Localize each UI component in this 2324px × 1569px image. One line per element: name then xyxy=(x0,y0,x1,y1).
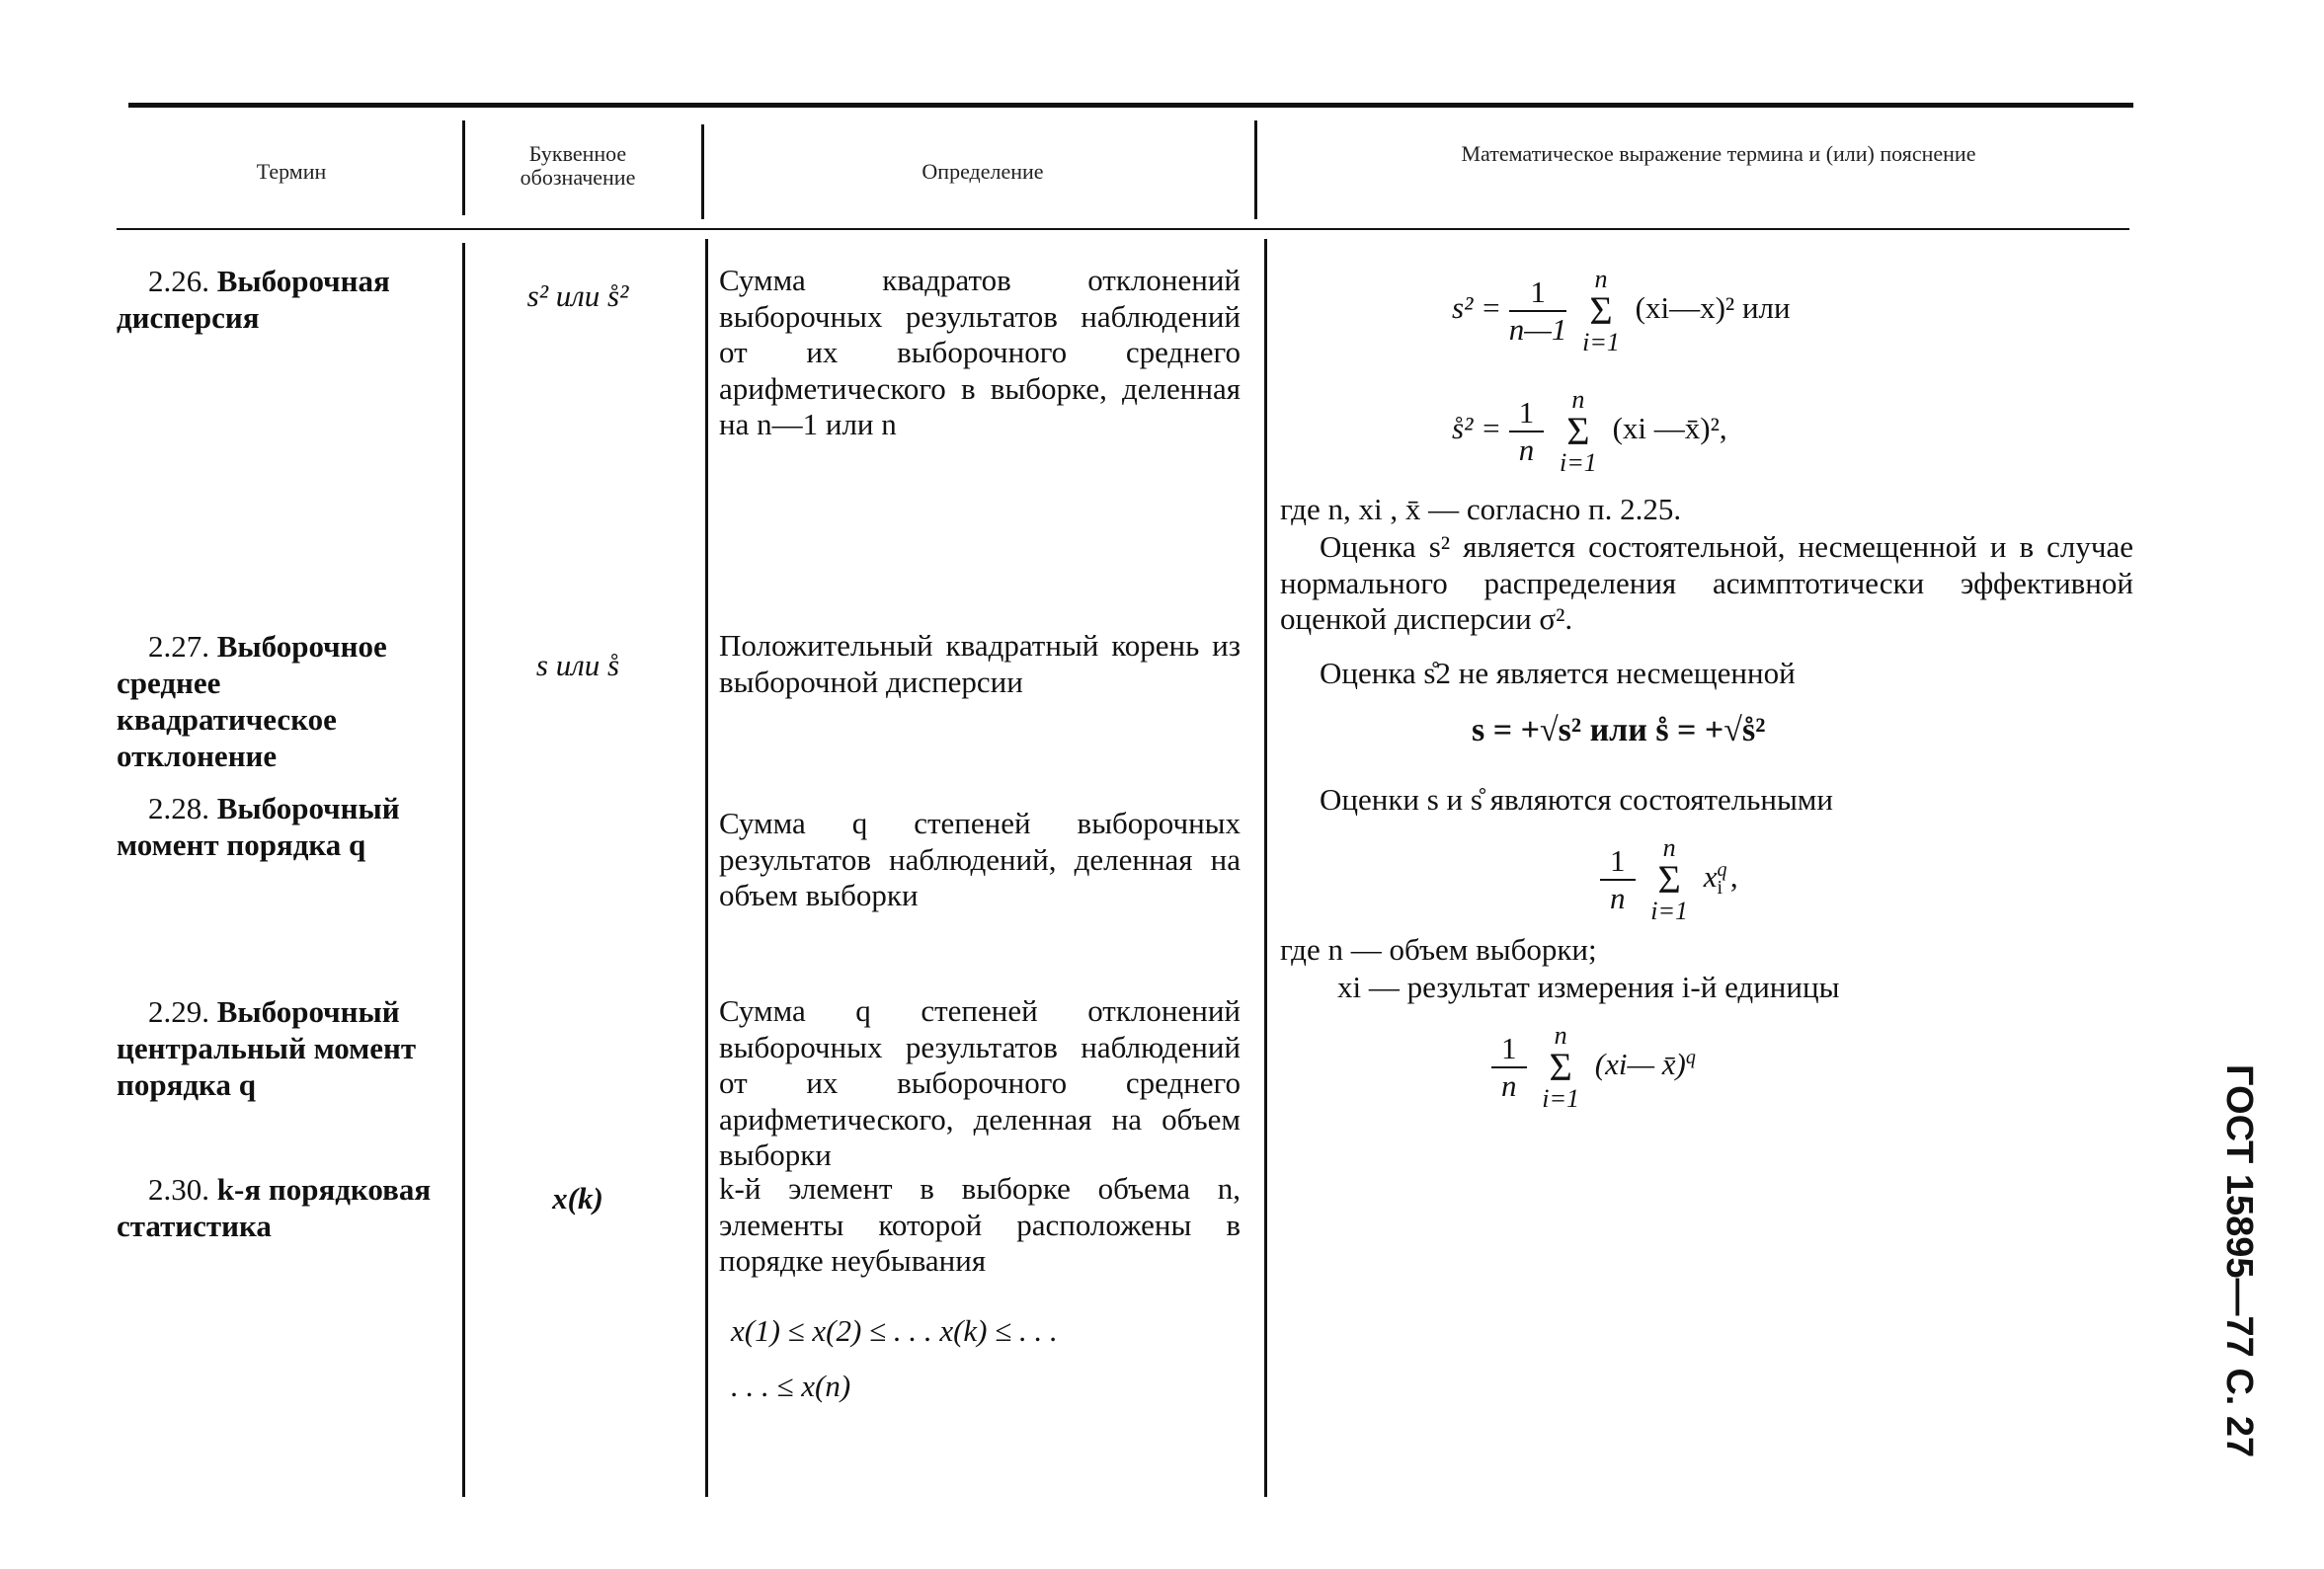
symbol-2-27: s или s̊ xyxy=(535,648,620,682)
numerator: 1 xyxy=(1491,1031,1527,1069)
sigma-icon: Σ xyxy=(1549,1045,1572,1089)
definition-2-29: Сумма q степеней отклонений выборочных результатов наблюдений от их выборочного среднего арифметического, деленная на объем выборки xyxy=(719,993,1241,1172)
formula-body: (xi— x̄) xyxy=(1594,1047,1686,1082)
note-variance-estimate: Оценка s² является состоятельной, несмещенной и в случае нормального распределения асимптотически эффективной оценкой дисперсии σ². xyxy=(1280,529,2133,636)
term-text: Выборочный момент порядка q xyxy=(117,791,400,862)
order-statistic-chain-2: . . . ≤ x(n) xyxy=(731,1369,851,1403)
term-2-30 xyxy=(117,1171,442,1244)
term-number: 2.29. xyxy=(148,994,209,1029)
col-divider-3 xyxy=(1264,239,1267,1497)
formula-sample-moment xyxy=(1600,835,1738,924)
sigma-icon: Σ xyxy=(1566,409,1590,453)
numerator: 1 xyxy=(1509,275,1567,313)
definition-2-30: k-й элемент в выборке объема n, элементы которой расположены в порядке неубывания xyxy=(719,1171,1241,1278)
sum-lower: i=1 xyxy=(1542,1084,1580,1113)
formula-body: x xyxy=(1703,859,1718,895)
denominator: n xyxy=(1518,432,1535,467)
term-2-28 xyxy=(117,790,442,863)
formula-body: (xi —x̄)², xyxy=(1612,411,1727,446)
term-2-29 xyxy=(117,993,442,1103)
sum-symbol xyxy=(1560,387,1597,476)
header-bottom-rule xyxy=(117,228,2129,230)
sum-symbol xyxy=(1650,835,1688,924)
fraction xyxy=(1491,1031,1527,1105)
exponent: q xyxy=(1717,858,1727,881)
header-definition: Определение xyxy=(922,159,1044,184)
fraction xyxy=(1509,275,1567,349)
term-text: k-я порядковая статистика xyxy=(117,1172,432,1243)
col-divider-2-header xyxy=(701,124,704,219)
note-biased-estimate: Оценка s̊2 не является несмещенной xyxy=(1320,656,1796,690)
term-number: 2.26. xyxy=(148,264,209,298)
note-sample-size: где n — объем выборки; xyxy=(1280,932,1597,967)
sum-lower: i=1 xyxy=(1560,448,1597,477)
exponent: q xyxy=(1685,1046,1696,1068)
numerator: 1 xyxy=(1509,395,1545,433)
term-text: Выборочный центральный момент порядка q xyxy=(117,994,417,1102)
top-rule xyxy=(128,103,2133,108)
note-measurement-result: xi — результат измерения i-й единицы xyxy=(1337,970,1840,1004)
sum-lower: i=1 xyxy=(1582,328,1620,356)
header-math: Математическое выражение термина и (или) пояснение xyxy=(1461,141,1976,166)
sum-upper: n xyxy=(1594,265,1608,293)
side-label-text: ГОСТ 15895—77 С. 27 xyxy=(2218,1064,2260,1458)
header-symbol: Буквенное обозначение xyxy=(520,141,636,190)
formula-central-moment xyxy=(1491,1023,1696,1112)
definition-2-26: Сумма квадратов отклонений выборочных результатов наблюдений от их выборочного среднего арифметического в выборке, деленная на n—1 или n xyxy=(719,263,1241,441)
sum-symbol xyxy=(1582,267,1620,355)
side-label xyxy=(2210,1064,2270,1509)
formula-sqrt: s = +√s² или s̊ = +√s̊² xyxy=(1472,712,1766,748)
denominator: n xyxy=(1610,881,1626,915)
index: i xyxy=(1717,877,1723,900)
sigma-icon: Σ xyxy=(1589,288,1613,333)
sum-upper: n xyxy=(1554,1021,1567,1050)
formula-sample-variance xyxy=(1452,267,1791,355)
definition-2-28: Сумма q степеней выборочных результатов наблюдений, деленная на объем выборки xyxy=(719,806,1241,912)
header-term: Термин xyxy=(256,159,327,184)
sum-lower: i=1 xyxy=(1650,897,1689,925)
col-divider-1 xyxy=(462,243,465,1497)
order-statistic-chain-1: x(1) ≤ x(2) ≤ . . . x(k) ≤ . . . xyxy=(731,1313,1058,1348)
sum-upper: n xyxy=(1571,385,1585,414)
fraction xyxy=(1600,843,1636,917)
term-number: 2.28. xyxy=(148,791,209,825)
numerator: 1 xyxy=(1600,843,1636,882)
col-divider-3-header xyxy=(1254,120,1257,219)
term-2-27 xyxy=(117,628,442,774)
term-text: Выборочная дисперсия xyxy=(117,264,390,335)
symbol-2-26: s² или s̊² xyxy=(526,278,629,313)
col-divider-2 xyxy=(705,239,708,1497)
term-number: 2.27. xyxy=(148,629,209,664)
term-number: 2.30. xyxy=(148,1172,209,1207)
sum-upper: n xyxy=(1662,833,1676,862)
term-text: Выборочное среднее квадратическое отклонение xyxy=(117,629,387,773)
fraction xyxy=(1509,395,1545,469)
denominator: n—1 xyxy=(1508,312,1567,347)
sigma-icon: Σ xyxy=(1657,857,1681,902)
note-consistent-estimates: Оценки s и s̊ являются состоятельными xyxy=(1320,782,1833,817)
formula-body: (xi—x)² или xyxy=(1635,290,1791,326)
symbol-2-30: x(k) xyxy=(552,1181,603,1216)
formula-biased-variance xyxy=(1452,387,1727,476)
note-where-2-25: где n, xi , x̄ — согласно п. 2.25. xyxy=(1280,492,1682,526)
formula-tail: , xyxy=(1729,859,1738,895)
formula-lhs: s² = xyxy=(1452,290,1502,326)
formula-lhs: s̊² = xyxy=(1452,411,1502,446)
col-divider-1-header xyxy=(462,120,465,215)
denominator: n xyxy=(1501,1068,1517,1103)
definition-2-27: Положительный квадратный корень из выборочной дисперсии xyxy=(719,628,1241,699)
term-2-26 xyxy=(117,263,442,336)
sum-symbol xyxy=(1542,1023,1579,1112)
